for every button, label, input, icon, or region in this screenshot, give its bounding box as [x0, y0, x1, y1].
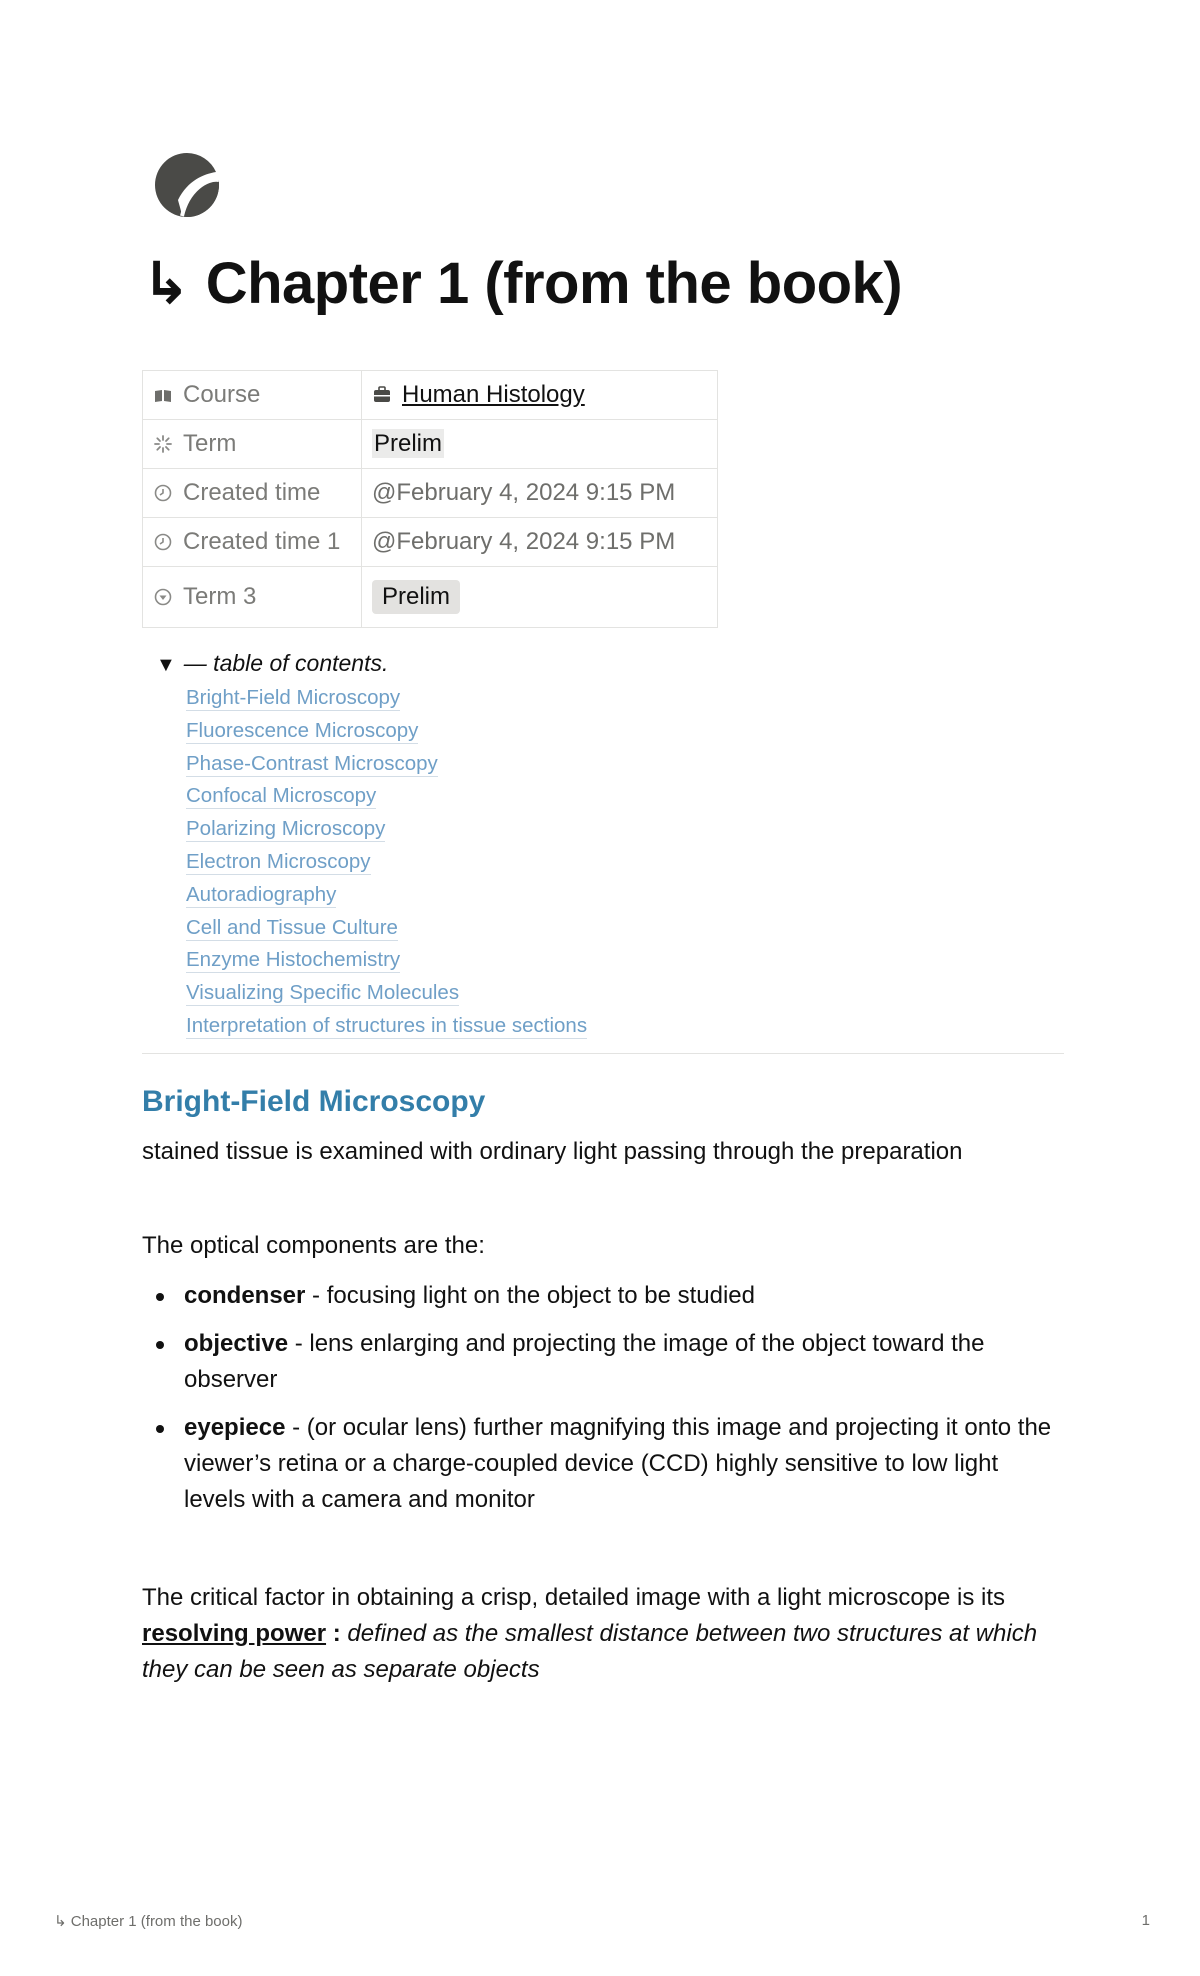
property-key-label: Created time 1: [183, 528, 341, 555]
toc-link[interactable]: Bright-Field Microscopy: [186, 686, 401, 709]
toc-item: [186, 1010, 856, 1043]
resolving-power-definition: defined as the smallest distance between two structures at which they can be seen as separate objects: [142, 1620, 1038, 1683]
toc-list: [186, 682, 856, 1043]
book-icon: [153, 385, 173, 405]
property-key-label: Term: [183, 430, 237, 457]
page-title: ↳ Chapter 1 (from the book): [142, 251, 903, 316]
toc-heading-text: — table of contents.: [183, 650, 389, 676]
property-row[interactable]: [143, 518, 718, 567]
property-value[interactable]: [362, 567, 718, 628]
toc-item: [186, 715, 856, 748]
toc-link[interactable]: Autoradiography: [186, 882, 337, 906]
property-row[interactable]: [143, 567, 718, 628]
bullet-dot: [156, 1425, 164, 1433]
bullet-text: - (or ocular lens) further magnifying this image and projecting it onto the viewer’s retina or a charge-coupled device (CCD) highly sensitive to low light levels with a camera and monitor: [184, 1414, 1052, 1513]
toc-item: [186, 912, 856, 945]
toc-link[interactable]: Fluorescence Microscopy: [186, 718, 419, 742]
property-key: [143, 371, 362, 420]
toc-link[interactable]: Cell and Tissue Culture: [186, 915, 398, 939]
toc-link[interactable]: Phase-Contrast Microscopy: [186, 751, 438, 775]
bullet-dot: [156, 1293, 164, 1301]
resolving-power-term: resolving power: [142, 1620, 327, 1647]
toc-link[interactable]: Polarizing Microscopy: [186, 817, 386, 841]
list-item: [142, 1278, 1064, 1314]
term-select-value[interactable]: Prelim: [374, 430, 443, 457]
property-key: [143, 420, 362, 469]
toggle-triangle-icon[interactable]: ▼: [156, 654, 176, 676]
property-value: @February 4, 2024 9:15 PM: [362, 518, 718, 567]
property-key: [143, 518, 362, 567]
property-value[interactable]: [362, 371, 718, 420]
footer-page-number: 1: [1141, 1912, 1150, 1929]
toc-item: [186, 944, 856, 977]
toc-link[interactable]: Electron Microscopy: [186, 849, 371, 873]
list-item: [142, 1326, 1064, 1398]
critical-factor-paragraph: [142, 1580, 1064, 1688]
course-link[interactable]: Human Histology: [402, 381, 585, 408]
property-key: [143, 567, 362, 628]
divider: [142, 1053, 1064, 1054]
components-lead: The optical components are the:: [142, 1232, 485, 1259]
list-item: [142, 1410, 1064, 1518]
notion-sticker-icon[interactable]: [152, 150, 222, 220]
bullet-text: - focusing light on the object to be studied: [305, 1282, 755, 1309]
toc-item: [186, 977, 856, 1010]
toc-item: [186, 780, 856, 813]
clock-icon: [153, 483, 173, 503]
section-heading: Bright-Field Microscopy: [142, 1085, 486, 1118]
property-row[interactable]: [143, 469, 718, 518]
term3-select-chip[interactable]: Prelim: [372, 580, 460, 614]
toc-link[interactable]: Interpretation of structures in tissue sections: [186, 1013, 588, 1037]
property-key-label: Created time: [183, 479, 321, 506]
footer-title: ↳ Chapter 1 (from the book): [54, 1913, 243, 1930]
toc-link[interactable]: Enzyme Histochemistry: [186, 948, 401, 972]
property-key: [143, 469, 362, 518]
property-key-label: Course: [183, 381, 261, 408]
bullet-dot: [156, 1341, 164, 1349]
property-value: @February 4, 2024 9:15 PM: [362, 469, 718, 518]
loading-icon: [153, 434, 173, 454]
optical-components-list: [142, 1278, 1064, 1530]
property-key-label: Term 3: [183, 583, 257, 610]
toc-item: [186, 879, 856, 912]
toggle-heading[interactable]: [156, 648, 856, 680]
toc-item: [186, 813, 856, 846]
properties-table: [142, 370, 718, 628]
property-value[interactable]: [362, 420, 718, 469]
property-row[interactable]: [143, 371, 718, 420]
dropdown-circle-icon: [153, 587, 173, 607]
briefcase-icon: [372, 385, 392, 405]
toc-item: [186, 682, 856, 715]
bullet-text: - lens enlarging and projecting the image of the object toward the observer: [184, 1330, 985, 1393]
clock-icon: [153, 532, 173, 552]
bullet-term: eyepiece: [184, 1414, 286, 1441]
property-row[interactable]: [143, 420, 718, 469]
toc-item: [186, 846, 856, 879]
bullet-term: objective: [184, 1330, 289, 1357]
toc-link[interactable]: Confocal Microscopy: [186, 784, 377, 808]
critical-text: The critical factor in obtaining a crisp, detailed image with a light microscope is its: [142, 1584, 1006, 1611]
bullet-term: condenser: [184, 1282, 306, 1309]
intro-paragraph: stained tissue is examined with ordinary light passing through the preparation: [142, 1138, 963, 1165]
toc-link[interactable]: Visualizing Specific Molecules: [186, 981, 460, 1005]
table-of-contents-toggle: [156, 648, 856, 1043]
resolving-colon: :: [326, 1620, 348, 1647]
toc-item: [186, 748, 856, 781]
